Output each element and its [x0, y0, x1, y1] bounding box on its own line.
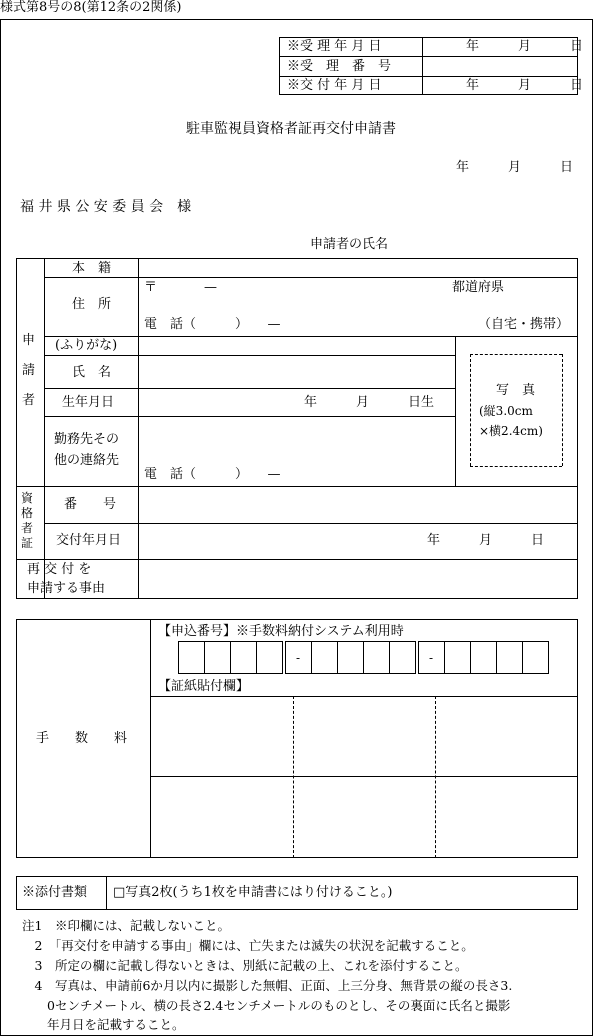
reason-label-2: 申請する事由 — [27, 581, 106, 596]
stamp-area-label: 【証紙貼付欄】 — [158, 679, 250, 694]
app-number-cell[interactable] — [204, 641, 231, 674]
prefecture-label: 都道府県 — [452, 280, 505, 295]
app-number-cell[interactable] — [444, 641, 471, 674]
document-title: 駐車監視員資格者証再交付申請書 — [186, 121, 396, 137]
certificate-issue-date-value[interactable]: 年 月 日 — [427, 533, 545, 548]
birthdate-label: 生年月日 — [62, 395, 115, 410]
form-number: 様式第8号の8(第12条の2関係) — [0, 0, 182, 15]
application-date[interactable]: 年 月 日 — [456, 160, 574, 175]
application-number-label: 【申込番号】※手数料納付システム利用時 — [158, 624, 404, 639]
reason-label-1: 再 交 付 を — [27, 562, 92, 577]
attachments-value[interactable]: □写真2枚(うち1枚を申請書にはり付けること。) — [113, 885, 393, 900]
honseki-label: 本 籍 — [72, 261, 112, 276]
app-number-separator: - — [429, 651, 434, 665]
postal-mark: 〒 — [144, 280, 158, 295]
applicant-side-label-2: 請 — [22, 363, 36, 378]
stamp-area[interactable] — [151, 697, 577, 857]
receipt-number-label: ※受 理 番 号 — [287, 59, 392, 74]
app-number-cell[interactable] — [522, 641, 549, 674]
address-label: 住 所 — [72, 297, 112, 312]
phone-label: 電 話（ ） — — [144, 317, 281, 332]
certificate-side-label-3: 者 — [21, 521, 34, 535]
app-number-cell[interactable] — [178, 641, 205, 674]
certificate-number-label: 番 号 — [64, 497, 117, 512]
applicant-side-label-1: 申 — [22, 333, 36, 348]
note-4: 4 写真は、申請前6か月以内に撮影した無帽、正面、上三分身、無背景の縦の長さ3. — [22, 978, 513, 993]
birthdate-value[interactable]: 年 月 日生 — [304, 395, 435, 410]
furigana-label: (ふりがな) — [55, 338, 118, 353]
app-number-cell[interactable] — [337, 641, 364, 674]
certificate-side-label-4: 証 — [21, 536, 34, 550]
app-number-cell[interactable] — [256, 641, 283, 674]
attachments-label: ※添付書類 — [22, 885, 88, 900]
certificate-side-label-2: 格 — [21, 506, 34, 520]
app-number-separator: - — [296, 651, 301, 665]
reason-field[interactable] — [139, 560, 577, 598]
workplace-label-1: 勤務先その — [54, 432, 120, 447]
note-3: 3 所定の欄に記載し得ないときは、別紙に記載の上、これを添付すること。 — [22, 958, 468, 973]
app-number-cell[interactable] — [389, 641, 416, 674]
note-4-cont-2: 年月日を記載すること。 — [22, 1017, 185, 1032]
photo-size-width: ×横2.4cm) — [479, 424, 543, 438]
photo-size-height: (縦3.0cm — [479, 404, 533, 418]
certificate-side-label-1: 資 — [21, 491, 34, 505]
photo-title: 写 真 — [496, 383, 536, 398]
applicant-name-label: 申請者の氏名 — [310, 237, 389, 252]
certificate-issue-date-label: 交付年月日 — [56, 533, 122, 548]
issue-date-label: ※交 付 年 月 日 — [287, 78, 382, 93]
note-4-cont-1: 0センチメートル、横の長さ2.4センチメートルのものとし、その裏面に氏名と撮影 — [22, 998, 511, 1013]
addressee: 福 井 県 公 安 委 員 会 様 — [20, 199, 192, 215]
name-label: 氏 名 — [72, 365, 112, 380]
work-phone-label: 電 話（ ） — — [144, 467, 281, 482]
app-number-cell[interactable] — [311, 641, 338, 674]
issue-date-value[interactable]: 年 月 日 — [466, 78, 584, 93]
app-number-cell[interactable] — [496, 641, 523, 674]
applicant-side-label-3: 者 — [22, 393, 36, 408]
home-mobile-label: （自宅・携帯） — [478, 317, 570, 332]
receipt-date-value[interactable]: 年 月 日 — [466, 39, 584, 54]
workplace-label-2: 他の連絡先 — [54, 453, 120, 468]
receipt-date-label: ※受 理 年 月 日 — [287, 39, 382, 54]
certificate-number-field[interactable] — [139, 487, 577, 522]
app-number-cell[interactable] — [230, 641, 257, 674]
note-2: 2 「再交付を申請する事由」欄には、亡失または滅失の状況を記載すること。 — [22, 938, 474, 953]
postal-dash: — — [204, 280, 217, 295]
note-1: 注1 ※印欄には、記載しないこと。 — [22, 918, 230, 933]
app-number-cell[interactable] — [363, 641, 390, 674]
app-number-cell[interactable] — [470, 641, 497, 674]
fee-label: 手 数 料 — [36, 731, 128, 746]
